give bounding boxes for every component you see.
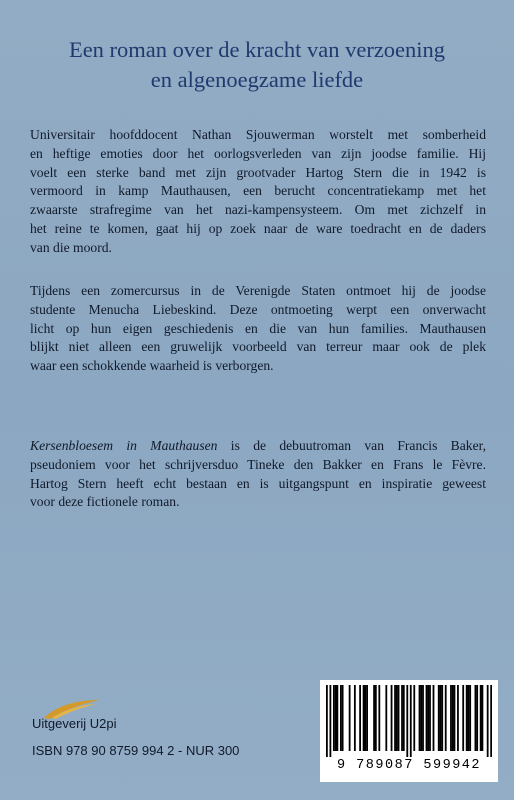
barcode-bar [482, 685, 484, 751]
barcode-bar [490, 685, 492, 757]
barcode-bar [429, 685, 431, 751]
barcode-bar [342, 685, 344, 751]
blurb-paragraph-1 [30, 126, 486, 258]
barcode-bar [349, 685, 351, 751]
barcode-bar [457, 685, 459, 751]
barcode-bar [401, 685, 403, 751]
barcode-bar [450, 685, 452, 751]
barcode-bar [359, 685, 361, 751]
author-line: voor deze fictionele roman. [30, 494, 180, 510]
barcode-bar [378, 685, 380, 751]
barcode-bars [326, 685, 492, 757]
barcode-bar [375, 685, 377, 751]
blurb-line: Tijdens een zomercursus in de Verenigde Staten ontmoet hij de joodse [30, 283, 486, 298]
author-paragraph [30, 437, 486, 512]
blurb-line: vermoord in kamp Mauthausen, een berucht concentratiekamp met het [30, 183, 486, 199]
blurb-line: en heftige emoties door het oorlogsverleden van zijn joodse familie. Hij [30, 145, 486, 161]
barcode-bar [420, 685, 422, 751]
book-title: Kersenbloesem in Mauthausen [30, 438, 218, 453]
author-line: Hartog Stern heeft echt bestaan en is uitgangspunt en inspiratie geweest [30, 475, 486, 491]
barcode-bar [441, 685, 443, 751]
barcode-bar [385, 685, 387, 751]
barcode-bar [480, 685, 482, 751]
barcode-bar [476, 685, 478, 751]
blurb-line: voelt een sterke band met zijn grootvader Hartog Stern die in 1942 is [30, 164, 486, 180]
barcode-bar [487, 685, 489, 757]
blurb-line: waar een schokkende waarheid is verborgen. [30, 358, 274, 374]
barcode-bar [398, 685, 400, 751]
barcode-bar [413, 685, 415, 751]
barcode-bar [406, 685, 408, 757]
cover-tagline [20, 35, 494, 95]
barcode-bar [403, 685, 405, 751]
blurb-line: het reine te komen, gaat hij op zoek naar de ware toedracht en de daders [30, 220, 486, 236]
barcode-bar [366, 685, 368, 751]
barcode-bar [329, 685, 331, 757]
publisher-name: Uitgeverij U2pi [32, 716, 117, 731]
barcode-bar [363, 685, 365, 751]
author-line-1 [30, 437, 486, 456]
barcode-bar [433, 685, 435, 751]
barcode-bar [333, 685, 335, 751]
barcode-bar [340, 685, 342, 751]
barcode-digits: 9 789087 599942 [336, 758, 482, 773]
barcode-bar [454, 685, 456, 751]
barcode-bar [373, 685, 375, 751]
barcode-bar [419, 685, 421, 751]
barcode-bar [394, 685, 396, 751]
barcode-bar [336, 685, 338, 751]
barcode-bar [452, 685, 454, 751]
barcode-bar [326, 685, 328, 757]
barcode-bar [354, 685, 356, 751]
barcode-bar [462, 685, 464, 751]
barcode-bar [475, 685, 477, 751]
blurb-line: zwaarste strafregime van het nazi-kampensysteem. Om met zichzelf in [30, 202, 486, 218]
barcode-bar [468, 685, 470, 751]
blurb-line: van die moord. [30, 239, 112, 255]
blurb-paragraph-2 [30, 282, 486, 376]
author-line: pseudoniem voor het schrijversduo Tineke den Bakker en Frans le Fèvre. [30, 456, 486, 472]
blurb-line: Universitair hoofddocent Nathan Sjouwerman worstelt met somberheid [30, 127, 486, 142]
tagline-line-1: Een roman over de kracht van verzoening [68, 37, 446, 62]
barcode-bar [364, 685, 366, 751]
barcode-bar [427, 685, 429, 751]
isbn-nur-line: ISBN 978 90 8759 994 2 - NUR 300 [32, 743, 240, 758]
barcode-bar [396, 685, 398, 751]
barcode-bar [426, 685, 428, 751]
barcode-bar [466, 685, 468, 751]
barcode-bar [335, 685, 337, 751]
blurb-line: studente Menucha Liebeskind. Deze ontmoeting werpt een onverwacht [30, 301, 486, 317]
publisher-logo [32, 698, 162, 738]
barcode-bar [469, 685, 471, 751]
barcode-bar [440, 685, 442, 751]
author-line-1-rest: is de debuutroman van Francis Baker, [217, 438, 486, 453]
barcode-bar [445, 685, 447, 751]
barcode-bar [438, 685, 440, 751]
blurb-line: blijkt niet alleen een gruwelijk voorbeeld van terreur maar ook de plek [30, 339, 486, 355]
barcode-bar [410, 685, 412, 757]
tagline-line-2: en algenoegzame liefde [150, 67, 364, 92]
barcode-bar [391, 685, 393, 751]
blurb-line: licht op hun eigen geschiedenis en die van hun families. Mauthausen [30, 320, 486, 336]
barcode [320, 680, 498, 782]
barcode-bar [422, 685, 424, 751]
